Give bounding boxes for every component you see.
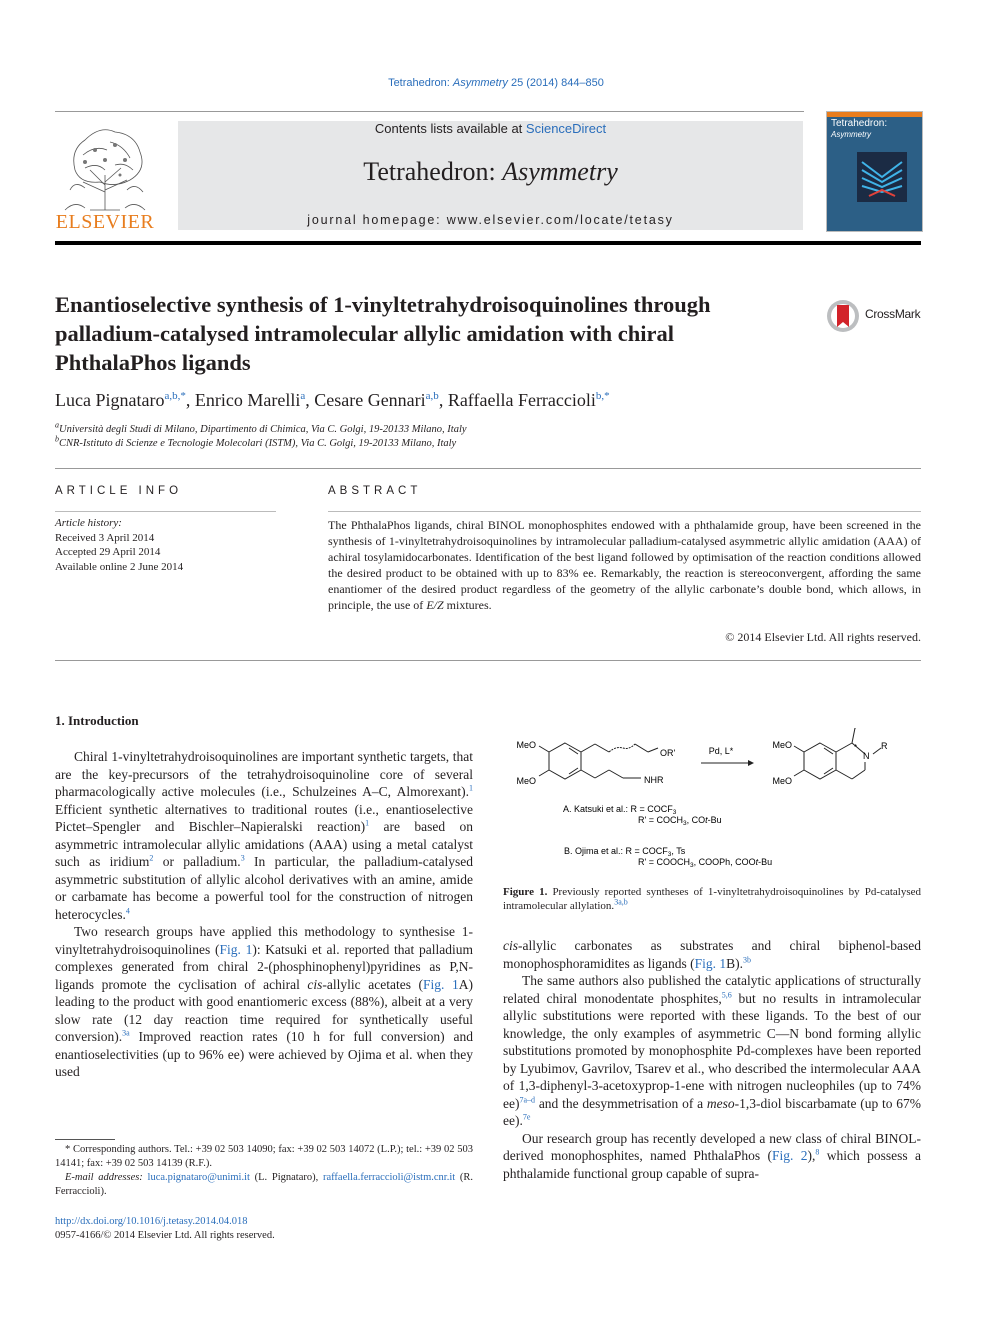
paragraph	[55, 923, 473, 1081]
ref-link[interactable]: 3a,b	[614, 897, 628, 907]
figure-link[interactable]: Fig. 2	[772, 1148, 808, 1163]
text-italic: meso	[706, 1095, 735, 1111]
paragraph	[503, 1130, 921, 1183]
reaction-conditions: Pd, L*	[708, 746, 734, 756]
author-affil-mark[interactable]: a	[300, 390, 306, 402]
affiliation-text: Università degli Studi di Milano, Dipartimento di Chimica, Via C. Golgi, 19-20133 Milano, Italy	[59, 424, 467, 435]
scheme-label: OR'	[660, 748, 676, 758]
cover-stripe	[827, 112, 922, 117]
email-owner: (R. Ferraccioli).	[55, 1172, 474, 1197]
author-separator: ,	[185, 390, 195, 410]
email-label: E-mail addresses:	[65, 1172, 143, 1183]
author-affil-mark[interactable]: a,b	[425, 390, 439, 402]
caption-label: Figure 1.	[503, 886, 548, 898]
footnote-mark: *	[65, 1144, 71, 1155]
note-text: , COOPh, COO	[693, 857, 756, 867]
affiliation-text: CNR-Istituto di Scienze e Tecnologie Molecolari (ISTM), Via C. Golgi, 19-20133 Milano, Italy	[59, 438, 457, 449]
history-received: Received 3 April 2014	[55, 531, 155, 544]
reactant-structure	[539, 743, 658, 779]
author-separator: ,	[438, 390, 448, 410]
journal-homepage	[178, 213, 803, 227]
ref-link[interactable]: 7a–d	[519, 1095, 536, 1104]
scheme-note	[638, 815, 722, 827]
article-info-rule	[55, 511, 276, 512]
note-text: , Ts	[671, 846, 686, 856]
abstract-ez: E/Z	[426, 598, 444, 612]
footnotes	[55, 1143, 473, 1199]
paragraph	[55, 748, 473, 923]
ref-link[interactable]: 3a	[122, 1028, 130, 1038]
note-text: R' = COOCH	[638, 857, 690, 867]
journal-cover	[826, 111, 923, 232]
email-owner: (L. Pignataro),	[249, 1172, 323, 1183]
text: but no results in intramolecular allylic substitutions were reported with these ligands. To the best of our knowledge, the only examples of asymmetric C—N bond forming allylic substitutions promoted by monophosphite Pd-complexes have been reported by Lyubimov, Gavrilov, Tsarev et al., who described the intermolecular AAA of 1,3-diphenyl-3-acetoxyprop-1-ene with nitrogen nucleophiles (up to 74% ee)	[503, 990, 921, 1111]
text: which possess a phthalamide functional group capable of supra-	[503, 1148, 921, 1181]
text-italic: cis	[307, 976, 323, 992]
cover-title-line-1: Tetrahedron:	[831, 118, 888, 129]
scheme-label: MeO	[516, 740, 536, 750]
text: or palladium.	[153, 854, 241, 869]
figure-1-caption	[503, 885, 921, 913]
crossmark-label[interactable]: CrossMark	[865, 307, 921, 321]
caption-text: Previously reported syntheses of 1-vinyltetrahydroisoquinolines by Pd-catalysed intramolecular allylation.	[503, 886, 921, 912]
ref-link[interactable]: 7e	[522, 1112, 531, 1122]
author-affil-mark[interactable]: a,b,*	[164, 390, 186, 402]
note-text: -Bu	[707, 815, 722, 825]
text: In particular, the palladium-catalysed asymmetric substitution of allylic alcohol derivatives with an amine, amide or carbamate has become a powerful tool for the construction of nitrogen heterocycles.	[55, 854, 474, 922]
text: Chiral 1-vinyltetrahydroisoquinolines are important synthetic targets, that are the key-precursors of the tetrahydroisoquinoline core of several pharmacologically active molecules (i.e., Schulzeines A–C, Almorexant).	[55, 749, 473, 799]
section-heading-introduction: 1. Introduction	[55, 713, 139, 728]
sciencedirect-link[interactable]: ScienceDirect	[525, 121, 607, 136]
text: ): Katsuki et al. reported that palladium complexes generated from chiral 2-(phosphinophenyl)pyridines as P,N-ligands promote the cyclisation of achiral	[55, 941, 473, 992]
contents-prefix: Contents lists available at	[374, 121, 526, 136]
cover-image	[857, 152, 907, 202]
cover-title	[831, 118, 919, 140]
affiliation-mark: a	[55, 420, 59, 430]
doi-link[interactable]: http://dx.doi.org/10.1016/j.tetasy.2014.04.018	[55, 1216, 248, 1227]
text: The same authors also published the catalytic applications of structurally related chiral monodentate phosphites,	[503, 973, 921, 1006]
journal-citation[interactable]	[0, 77, 992, 89]
ref-link[interactable]: 1	[365, 818, 370, 828]
stereo-mark: *	[854, 743, 858, 752]
footnote-text: Corresponding authors. Tel.: +39 02 503 14090; fax: +39 02 503 14072 (L.P.); tel.: +39 02 503 14141; fax: +39 02 503 14139 (R.F.).	[55, 1144, 473, 1169]
journal-name-italic: Asymmetry	[502, 157, 618, 186]
author-name: Cesare Gennari	[314, 390, 426, 410]
ref-link[interactable]: 3b	[743, 955, 751, 964]
scheme-label: MeO	[516, 776, 536, 786]
note-text: -Bu	[758, 857, 773, 867]
journal-banner	[178, 121, 803, 230]
history-label: Article history:	[55, 517, 122, 529]
header-thick-rule	[55, 241, 921, 245]
figure-link[interactable]: Fig. 1	[423, 976, 459, 992]
note-text: , CO	[686, 815, 706, 825]
email-link[interactable]: luca.pignataro@unimi.it	[147, 1172, 250, 1183]
footnote-corresponding	[55, 1143, 473, 1171]
homepage-url[interactable]: www.elsevier.com/locate/tetasy	[446, 213, 674, 227]
history-accepted: Accepted 29 April 2014	[55, 546, 161, 558]
text: B).	[726, 955, 743, 971]
ref-link[interactable]: 2	[149, 853, 154, 863]
scheme-label: MeO	[772, 776, 792, 786]
email-link[interactable]: raffaella.ferraccioli@istm.cnr.it	[322, 1172, 456, 1183]
note-text: R' = COCH	[638, 815, 683, 825]
issn-line: 0957-4166/© 2014 Elsevier Ltd. All rights reserved.	[55, 1230, 275, 1241]
paragraph	[503, 937, 921, 972]
text: Efficient synthetic alternatives to traditional routes (i.e., enantioselective Pictet–Spengler and Bischler–Napieralski reaction)	[55, 801, 473, 834]
figure-link[interactable]: Fig. 1	[219, 941, 253, 957]
abstract-body: The PhthalaPhos ligands, chiral BINOL monophosphites endowed with a phthalamide group, have been screened in the synthesis of 1-vinyltetrahydroisoquinolines by intramolecular palladium-catalysed asymmetric allylic amidation (AAA) of achiral tosylamidocarbonates. Identification of the best ligand followed by optimisation of the reaction conditions allowed the desired product to be obtained with up to 83% ee. Remarkably, the reaction is stereoconvergent, affording the same enantiomer of the desired product regardless of the geometry of the allylic carbonate’s double bond, which allows, in principle, the use of	[328, 518, 921, 612]
affiliation-a	[55, 420, 921, 435]
citation-volume[interactable]: 25 (2014) 844–850	[507, 77, 604, 89]
text-italic: cis	[503, 938, 518, 953]
header-rule	[55, 111, 804, 112]
text: Improved reaction rates (10 h for full conversion) and enantioselectivities (up to 96% ee) were achieved by Ojima et al. when they used	[55, 1029, 473, 1079]
paragraph	[503, 972, 921, 1130]
note-text: B. Ojima et al.: R = COCF	[564, 846, 668, 856]
left-column	[55, 748, 473, 1081]
scheme-label: NHR	[644, 775, 664, 785]
note-text: A. Katsuki et al.: R = COCF	[563, 804, 673, 814]
note-subscript: 3	[667, 851, 672, 858]
publisher-name: ELSEVIER	[55, 211, 155, 233]
note-subscript: 3	[689, 862, 694, 869]
section-rule	[55, 468, 921, 469]
abstract-rule	[328, 511, 921, 512]
ref-link[interactable]: 5,6	[721, 990, 732, 999]
author-affil-mark[interactable]: b,*	[595, 390, 610, 402]
text: -allylic carbonates as substrates and chiral biphenol-based monophosphoramidites as ligands (	[503, 938, 921, 971]
ref-link[interactable]: 3	[240, 853, 245, 863]
ref-link[interactable]: 4	[125, 906, 130, 915]
abstract-text	[328, 517, 921, 613]
article-info-heading: ARTICLE INFO	[55, 485, 183, 497]
scheme-label: N	[863, 751, 870, 761]
text: Our research group has recently developed a new class of chiral BINOL-derived monophosphites, named PhthalaPhos (	[503, 1130, 921, 1163]
scheme-label: MeO	[772, 740, 792, 750]
text: -allylic acetates (	[322, 976, 424, 992]
reaction-arrow-head	[748, 760, 754, 766]
note-subscript: 3	[682, 820, 687, 827]
right-column	[503, 937, 921, 1182]
figure-1-scheme	[503, 728, 921, 878]
abstract-copyright: © 2014 Elsevier Ltd. All rights reserved.	[725, 630, 921, 644]
affiliation-b	[55, 434, 921, 449]
scheme-label: R	[881, 741, 888, 751]
text: A) leading to the product with good enantiomeric excess (88%), albeit at a very slow rate (12 day reaction time required for synthetically useful conversion).	[55, 976, 473, 1044]
citation-journal[interactable]: Tetrahedron:	[388, 77, 453, 89]
text: -1,3-diol biscarbamate (up to 67% ee).	[503, 1095, 921, 1128]
cover-title-line-2: Asymmetry	[831, 130, 871, 139]
author-list	[55, 390, 921, 411]
text: and the desymmetrisation of a	[535, 1095, 707, 1111]
scheme-note	[638, 857, 772, 869]
homepage-prefix: journal homepage:	[307, 213, 447, 227]
author-name: Luca Pignataro	[55, 390, 165, 410]
affiliation-mark: b	[55, 434, 59, 444]
article-history	[55, 516, 276, 574]
section-rule	[55, 660, 921, 661]
note-italic: t	[755, 857, 759, 867]
footnote-rule	[55, 1139, 115, 1140]
note-subscript: 3	[672, 809, 677, 816]
contents-line	[178, 121, 803, 136]
figure-link[interactable]: Fig. 1	[694, 955, 727, 971]
ref-link[interactable]: 1	[469, 783, 473, 793]
ref-link[interactable]: 8	[815, 1147, 820, 1157]
article-title: Enantioselective synthesis of 1-vinyltetrahydroisoquinolines through palladium-catalysed intramolecular allylic amidation with chiral PhthalaPhos ligands	[55, 292, 711, 375]
history-online: Available online 2 June 2014	[55, 560, 184, 573]
author-name: Raffaella Ferraccioli	[447, 390, 596, 410]
text: ),	[807, 1148, 816, 1163]
text: Two research groups have applied this methodology to synthesise 1-vinyltetrahydroisoquinolines (	[55, 924, 473, 957]
abstract-heading: ABSTRACT	[328, 485, 422, 497]
author-separator: ,	[305, 390, 315, 410]
citation-journal-italic[interactable]: Asymmetry	[452, 77, 508, 89]
footnote-emails	[55, 1171, 473, 1199]
note-italic: t	[705, 815, 708, 825]
journal-name	[178, 157, 803, 187]
journal-name-roman: Tetrahedron:	[363, 157, 503, 186]
abstract-end: mixtures.	[443, 598, 492, 612]
author-name: Enrico Marelli	[194, 390, 301, 410]
text: are based on asymmetric intramolecular allylic amidations (AAA) using a metal catalyst such as iridium	[55, 819, 473, 869]
